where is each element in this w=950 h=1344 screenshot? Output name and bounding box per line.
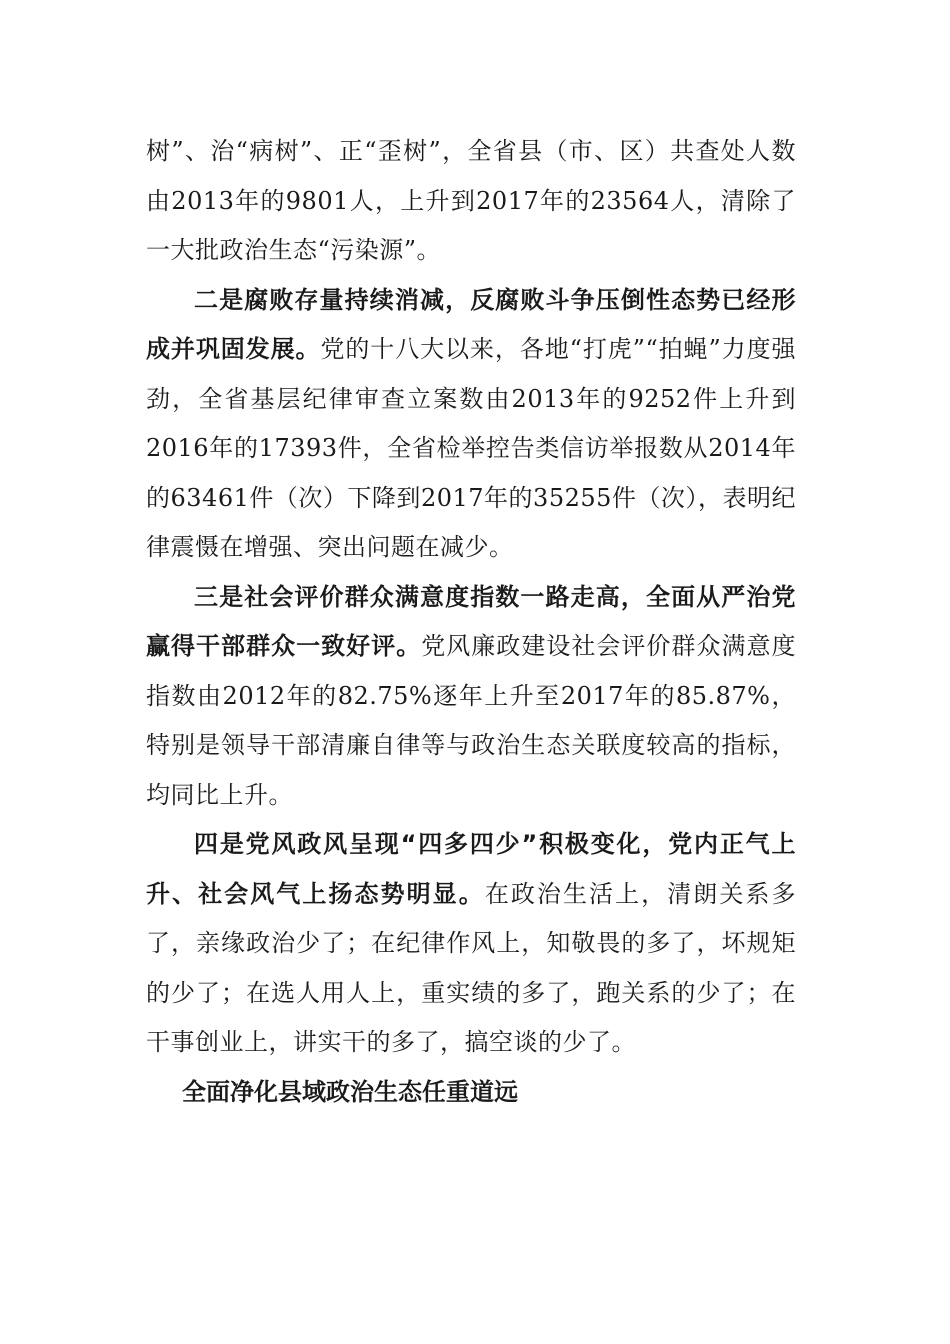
paragraph-2-text: 党的十八大以来，各地“打虎”“拍蝇”力度强劲，全省基层纪律审查立案数由2013年的9252件上升到2016年的17393件，全省检举控告类信访举报数从2014年的63461件（次）下降到2017年的35255件（次），表明纪律震慑在增强、突出问题在减少。 xyxy=(146,335,797,561)
paragraph-2 xyxy=(146,276,796,573)
paragraph-3-lead: 三是社会评价群众满意度指数一路走高，全面从严治党赢得干部群众一致好评。 xyxy=(146,582,796,660)
paragraph-4 xyxy=(146,820,796,1068)
paragraph-3-text: 党风廉政建设社会评价群众满意度指数由2012年的82.75%逐年上升至2017年的85.87%，特别是领导干部清廉自律等与政治生态关联度较高的指标，均同比上升。 xyxy=(146,632,797,809)
paragraph-1 xyxy=(146,127,796,276)
paragraph-4-text: 在政治生活上，清朗关系多了，亲缘政治少了；在纪律作风上，知敬畏的多了，坏规矩的少了；在选人用人上，重实绩的多了，跑关系的少了；在干事创业上，讲实干的多了，搞空谈的少了。 xyxy=(146,879,796,1056)
document-body xyxy=(146,127,796,1117)
paragraph-3 xyxy=(146,573,796,821)
paragraph-4-lead: 四是党风政风呈现“四多四少”积极变化，党内正气上升、社会风气上扬态势明显。 xyxy=(146,830,796,908)
paragraph-2-lead: 二是腐败存量持续消减，反腐败斗争压倒性态势已经形成并巩固发展。 xyxy=(146,285,796,363)
section-heading: 全面净化县域政治生态任重道远 xyxy=(182,1077,518,1106)
paragraph-1-text: 树”、治“病树”、正“歪树”，全省县（市、区）共查处人数由2013年的9801人，上升到2017年的23564人，清除了一大批政治生态“污染源”。 xyxy=(146,137,796,264)
